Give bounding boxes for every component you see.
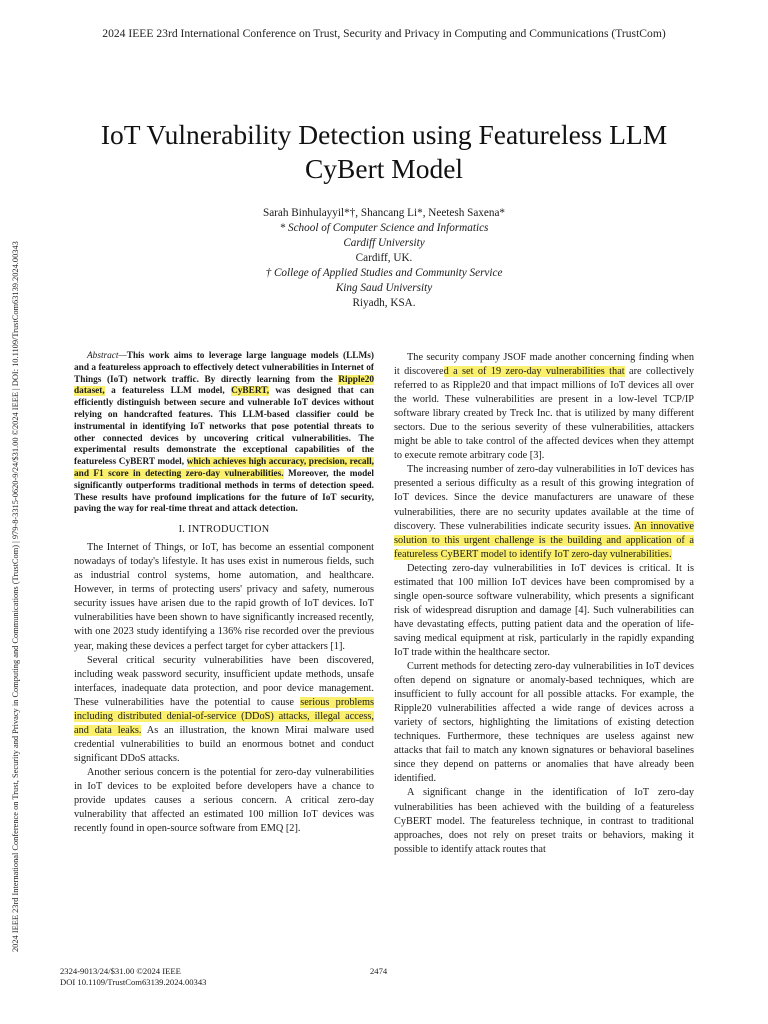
right-column — [394, 351, 694, 857]
abstract-text-1: This work aims to leverage large language models (LLMs) and a featureless approach to effectively detect vulnerabilities in Internet of Things (IoT) network traffic. By directly learning from the — [74, 351, 374, 385]
author-block — [0, 206, 768, 311]
conference-header: 2024 IEEE 23rd International Conference on Trust, Security and Privacy in Computing and Communications (TrustCom) — [102, 27, 666, 40]
intro-paragraph-2 — [74, 654, 374, 766]
right-paragraph-3: Detecting zero-day vulnerabilities in IoT devices is critical. It is estimated that 100 million IoT devices have been compromised by a single open-source software vulnerability, which presents a significant risk of widespread disruption and damage [4]. Such vulnerabilities can have devastating effects, putting patient data and the operation of life-saving medical equipment at risk, particularly in the rapidly expanding IoT trade within the healthcare sector. — [394, 562, 694, 658]
intro-p2-text-b: As an illustration, the known Mirai malware used credential vulnerabilities to build an enormous botnet and conduct significant DDoS attacks. — [74, 724, 374, 764]
right-paragraph-5: A significant change in the identification of IoT zero-day vulnerabilities has been achieved with the building of a featureless CyBERT model. The featureless technique, in contrast to traditional approaches, does not rely on preset traits or behaviors, making it possible to identify attack routes that — [394, 787, 694, 855]
affiliation-1: * School of Computer Science and Informatics — [279, 222, 489, 234]
abstract-highlight-3: which achieves high accuracy, precision, recall, and F1 score in detecting zero-day vulnerabilities. — [74, 457, 374, 479]
left-column — [74, 351, 374, 836]
intro-paragraph-1: The Internet of Things, or IoT, has become an essential component nowadays of today's lifestyle. It has uses exist in numerous fields, such as industrial control systems, home automation, and healthcare. However, in terms of protecting users' privacy and safety, numerous security issues have arisen due to the rapid growth of IoT devices. IoT vulnerabilities have been shown to have significantly increased recently, with one 2023 study identifying a 136% rise recorded over the previous year, making these devices a perfect target for cyber attackers [1]. — [74, 542, 374, 652]
footer-copyright — [60, 966, 206, 988]
affiliation-1-university: Cardiff University — [343, 237, 425, 249]
affiliation-2-location: Riyadh, KSA. — [352, 297, 416, 309]
footer-doi: DOI 10.1109/TrustCom63139.2024.00343 — [60, 977, 207, 987]
right-p1-highlight: d a set of 19 zero-day vulnerabilities that — [443, 366, 625, 378]
abstract — [74, 351, 374, 516]
right-p2-text-a: The increasing number of zero-day vulnerabilities in IoT devices has presented a serious difficulty as a result of this growing integration of IoT devices. Since the device manufacturers are unaware of these vulnerabilities, there are no security updates available at the time of discovery. These vulnerabilities indicate security issues. — [394, 464, 694, 532]
abstract-highlight-1: Ripple20 dataset, — [74, 374, 374, 397]
right-p1-text-b: are collectively referred to as Ripple20 and that impact millions of IoT devices all over the world. These vulnerabilities are present in a low-level TCP/IP software library created by Treck Inc. that is utilized by many different sectors. Due to the serious severity of these vulnerabilities, attackers might be able to take control of the affected devices when they attempt to execute remote arbitrary code [3]. — [394, 366, 695, 462]
page-number: 2474 — [370, 966, 388, 976]
abstract-lead: Abstract— — [87, 351, 127, 361]
affiliation-2: † College of Applied Studies and Community Service — [265, 267, 503, 279]
section-heading-introduction: I. INTRODUCTION — [178, 524, 270, 536]
affiliation-1-location: Cardiff, UK. — [355, 252, 413, 264]
intro-p2-text-a: Several critical security vulnerabilities have been discovered, including weak password security, insufficient update methods, unsafe interfaces, inadequate data protection, and poor device management. These vulnerabilities have the potential to cause — [74, 654, 374, 708]
affiliation-2-university: King Saud University — [335, 282, 433, 294]
abstract-text-4: Moreover, the model significantly outperforms traditional methods in terms of detection speed. These results have profound implications for the future of IoT security, paving the way for real-time threat and attack detection. — [74, 468, 374, 515]
abstract-text-2: a featureless LLM model, — [104, 386, 232, 397]
intro-paragraph-3: Another serious concern is the potential for zero-day vulnerabilities in IoT devices to be exploited before developers have a chance to provide updates causes a serious concern. A critical zero-day vulnerability that affected an estimated 100 million IoT devices was recently found in open-source software from EMQ [2]. — [74, 766, 374, 835]
right-p2-highlight: An innovative solution to this urgent challenge is the building and application of a featureless CyBERT model to identify IoT zero-day vulnerabilities. — [394, 520, 695, 560]
abstract-text-3: was designed that can efficiently distinguish between secure and vulnerable IoT devices without relying on handcrafted features. This LLM-based classifier could be instrumental in identifying IoT networks that pose potential threats to other connected devices by uncovering critical vulnerabilities. The experimental results demonstrate the exceptional capabilities of the featureless CyBERT model, — [74, 386, 374, 468]
footer-issn: 2324-9013/24/$31.00 ©2024 IEEE — [60, 966, 181, 976]
intro-p2-highlight: serious problems including distributed denial-of-service (DDoS) attacks, illegal access, and data leaks. — [74, 696, 374, 736]
author-names: Sarah Binhulayyil*†, Shancang Li*, Neetesh Saxena* — [262, 207, 506, 219]
right-paragraph-4: Current methods for detecting zero-day vulnerabilities in IoT devices often depend on signature or anomaly-based techniques, which are insufficient to fully account for all possible attacks. For example, the Ripple20 vulnerabilities affected a wide range of devices across a variety of sectors, highlighting the limitations of existing detection techniques. Furthermore, these techniques are useless against new attacks that fail to match any known signatures or behavioral baselines since they depend on patterns or anomalies that have already been identified. — [394, 661, 694, 785]
right-paragraph-2 — [394, 463, 694, 561]
right-p1-text-a: The security company JSOF made another concerning finding when it discovere — [394, 352, 694, 378]
abstract-highlight-2: CyBERT, — [231, 386, 270, 397]
paper-title: IoT Vulnerability Detection using Featureless LLM CyBert Model — [100, 119, 668, 184]
side-doi-strip: 2024 IEEE 23rd International Conference on Trust, Security and Privacy in Computing and Communications (TrustCom) | 979-8-3315-0620-9/24/$31.00 ©2024 IEEE | DOI: 10.1109/TrustCom63139.2024.00343 — [11, 241, 20, 952]
right-paragraph-1 — [394, 351, 694, 463]
